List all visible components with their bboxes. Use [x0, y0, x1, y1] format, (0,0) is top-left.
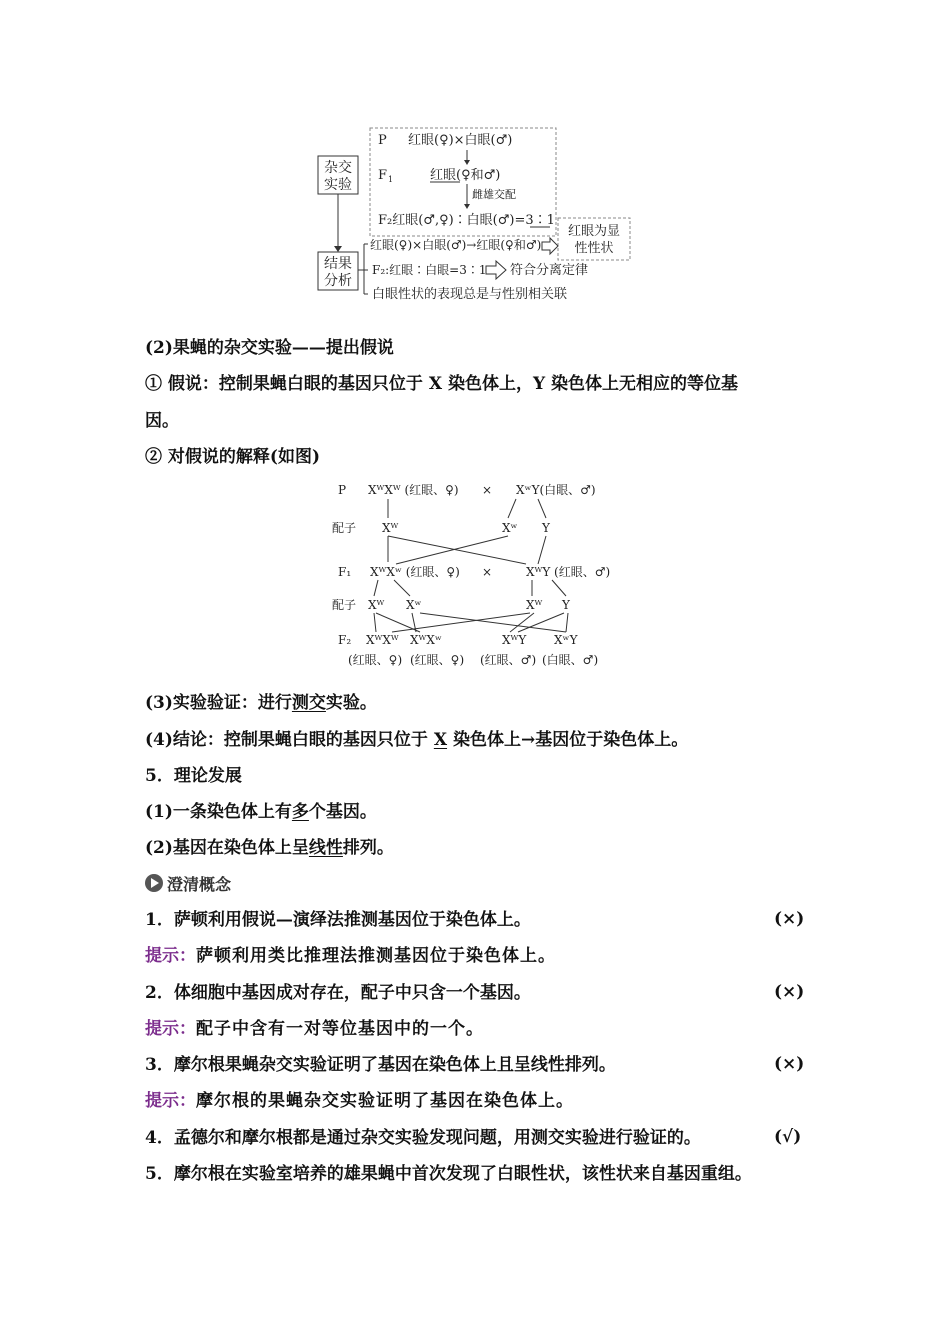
d2-p: P — [338, 483, 347, 497]
f1-text: 红眼(♀和♂) — [430, 168, 501, 183]
hint-label: 提示： — [145, 946, 196, 966]
d2-offspring-3: XᵂY — [502, 633, 527, 647]
f1-label: F — [378, 168, 388, 183]
hybrid-label-2: 实验 — [324, 177, 352, 193]
d2-phenotype-2: (红眼、♀) — [410, 653, 465, 667]
conclusion-blank: X — [433, 730, 448, 750]
item-1-mark: (×) — [774, 909, 805, 929]
d2-f1-cross: × — [482, 565, 493, 579]
conclusion-line — [145, 729, 688, 751]
d2-phenotype-1: (红眼、♀) — [348, 653, 403, 667]
d2-gamete-4: Xᵂ — [368, 598, 385, 612]
item-2-hint — [145, 1018, 484, 1040]
concept-section-header — [145, 872, 231, 894]
hypothesis-line-1: ① 假说：控制果蝇白眼的基因只位于 X 染色体上，Y 染色体上无相应的等位基 — [145, 374, 738, 394]
d2-offspring-1: XᵂXᵂ — [366, 633, 399, 647]
play-icon — [145, 874, 163, 892]
hint-text: 萨顿利用类比推理法推测基因位于染色体上。 — [196, 946, 556, 966]
dominant-text-1: 红眼为显 — [567, 224, 621, 239]
verify-pre: (3)实验验证：进行 — [145, 693, 292, 713]
verify-line — [145, 692, 377, 714]
item-3-hint — [145, 1090, 574, 1112]
item-4: 4．孟德尔和摩尔根都是通过杂交实验发现问题，用测交实验进行验证的。 — [145, 1128, 701, 1148]
concept-title: 澄清概念 — [167, 874, 232, 894]
hint-label: 提示： — [145, 1019, 196, 1039]
d2-phenotype-3: (红眼、♂) — [480, 653, 537, 667]
item-2: 2．体细胞中基因成对存在，配子中只含一个基因。 — [145, 983, 531, 1003]
result-line-3: 白眼性状的表现总是与性别相关联 — [372, 287, 568, 302]
f1-sub: 1 — [388, 175, 394, 184]
hint-text: 摩尔根的果蝇杂交实验证明了基因在染色体上。 — [196, 1091, 574, 1111]
theory1-pre: (1)一条染色体上有 — [145, 802, 292, 822]
theory2-post: 排列。 — [342, 838, 394, 858]
result-label-2: 分析 — [324, 273, 352, 289]
d2-gamete-label-2: 配子 — [332, 598, 357, 612]
dominant-text-2: 性性状 — [574, 241, 614, 256]
result-line-2b: 符合分离定律 — [510, 263, 589, 278]
theory2-pre: (2)基因在染色体上呈 — [145, 838, 309, 858]
item-3: 3．摩尔根果蝇杂交实验证明了基因在染色体上且呈线性排列。 — [145, 1055, 616, 1075]
d2-p-female: XᵂXᵂ (红眼、♀) — [368, 483, 459, 497]
d2-gamete-2: Xʷ — [502, 521, 518, 535]
theory-2 — [145, 837, 394, 859]
d2-p-male: XʷY(白眼、♂) — [516, 483, 596, 497]
section2-title: (2)果蝇的杂交实验——提出假说 — [145, 338, 394, 358]
result-line-2: F₂:红眼∶白眼=3∶1 — [372, 263, 487, 277]
d2-f1-male: XᵂY (红眼、♂) — [526, 565, 611, 579]
d2-offspring-4: XʷY — [554, 633, 578, 647]
verify-post: 实验。 — [325, 693, 377, 713]
mating-label: 雌雄交配 — [472, 188, 516, 201]
hypothesis-line-2: 因。 — [145, 411, 179, 431]
conclusion-post: 染色体上→基因位于染色体上。 — [447, 730, 689, 750]
d2-p-cross: × — [482, 483, 493, 497]
hint-text: 配子中含有一对等位基因中的一个。 — [196, 1019, 484, 1039]
hollow-arrow-icon — [486, 261, 506, 279]
result-label-1: 结果 — [324, 256, 352, 272]
f2-text: F₂红眼(♂,♀)∶白眼(♂)=3∶1 — [378, 213, 555, 228]
theory1-blank: 多 — [291, 802, 309, 822]
d2-offspring-2: XᵂXʷ — [410, 633, 442, 647]
d2-gamete-3: Y — [542, 521, 550, 535]
d2-gamete-5: Xʷ — [406, 598, 422, 612]
d2-gamete-6: Xᵂ — [526, 598, 543, 612]
d2-f1-label: F₁ — [338, 565, 352, 579]
d2-gamete-7: Y — [562, 598, 570, 612]
d2-f1-female: XᵂXʷ (红眼、♀) — [370, 565, 460, 579]
theory-title: 5．理论发展 — [145, 766, 242, 786]
hybrid-experiment-diagram — [310, 122, 640, 310]
theory1-post: 个基因。 — [308, 802, 377, 822]
theory-1 — [145, 801, 377, 823]
d2-phenotype-4: (白眼、♂) — [542, 653, 599, 667]
p-cross: 红眼(♀)×白眼(♂) — [408, 133, 513, 148]
d2-gamete-label: 配子 — [332, 521, 357, 535]
d2-gamete-1: Xᵂ — [382, 521, 399, 535]
item-4-mark: (√) — [774, 1127, 802, 1147]
item-2-mark: (×) — [774, 982, 805, 1002]
theory2-blank: 线性 — [308, 838, 343, 858]
inheritance-diagram — [330, 478, 620, 670]
hint-label: 提示： — [145, 1091, 196, 1111]
conclusion-pre: (4)结论：控制果蝇白眼的基因只位于 — [145, 730, 434, 750]
item-5: 5．摩尔根在实验室培养的雄果蝇中首次发现了白眼性状，该性状来自基因重组。 — [145, 1164, 752, 1184]
hybrid-label-1: 杂交 — [324, 160, 352, 176]
hollow-arrow-icon — [542, 238, 558, 254]
item-1: 1．萨顿利用假说—演绎法推测基因位于染色体上。 — [145, 910, 531, 930]
verify-blank: 测交 — [291, 693, 326, 713]
explain-title: ② 对假说的解释(如图) — [145, 447, 321, 467]
d2-f2-label: F₂ — [338, 633, 352, 647]
result-line-1: 红眼(♀)×白眼(♂)→红眼(♀和♂) — [370, 238, 542, 252]
item-1-hint — [145, 945, 556, 967]
item-3-mark: (×) — [774, 1054, 805, 1074]
p-label: P — [378, 133, 387, 148]
